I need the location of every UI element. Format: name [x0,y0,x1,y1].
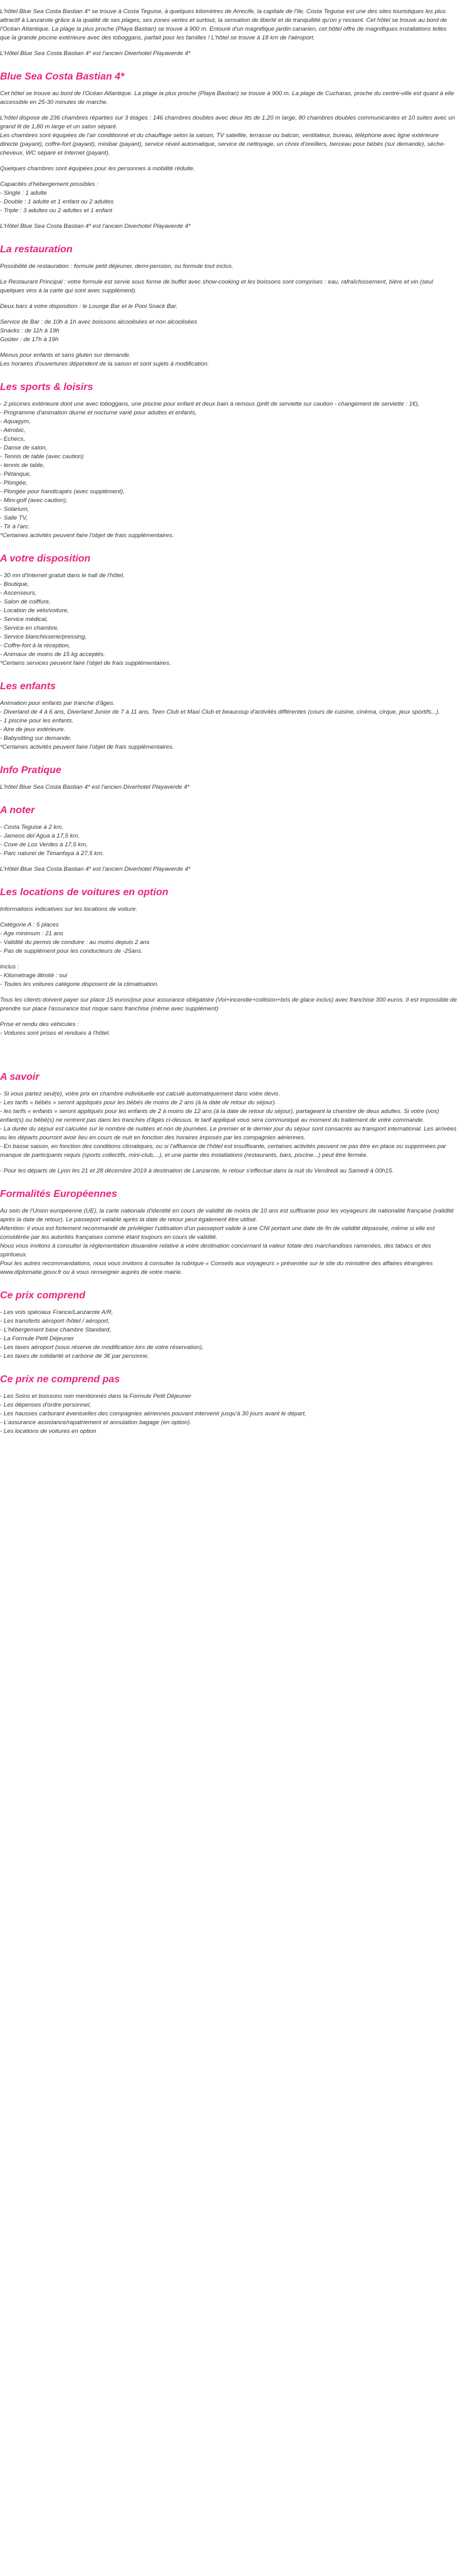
restauration-note-line: Les horaires d'ouvertures dépendent de la saison et sont sujets à modification. [0,361,209,367]
list-item: - L'assurance assistance/rapatriement et annulation bagage (en option). [0,1419,192,1426]
list-item: - Toutes les voitures catégorie disposent de la climatisation. [0,981,159,988]
enfants-list [0,699,457,752]
list-item: - 30 mn d'Internet gratuit dans le hall de l'hôtel, [0,572,125,579]
list-item: - Les transferts aéroport /hôtel / aéroport, [0,1318,110,1325]
info-note: L'hôtel Blue Sea Costa Bastian 4* est l'ancien Diverhotel Playaverde 4* [0,784,190,791]
list-item: - L'hébergement base chambre Standard, [0,1326,112,1333]
list-item: - 1 piscine pour les enfants. [0,717,74,724]
capacity-line: - Triple : 3 adultes ou 2 adultes et 1 enfant [0,207,113,214]
list-item: - 2 piscines extérieure dont une avec toboggans, une piscine pour enfant et deux bain à remous (prêt de serviette sur caution - changement de serviette : 1€), [0,401,420,408]
section-title-voitures: Les locations de voitures en option [0,887,169,898]
section-title-noter: A noter [0,805,35,816]
hotel-rooms [0,114,457,158]
list-item: - Ascenseurs, [0,590,37,597]
intro-paragraph: L'hôtel Blue Sea Costa Bastian 4* se trouve à Costa Teguise, à quelques kilomètres de Arrecife, la capitale de l'île. Costa Teguise est une des sites touristiques les plus attractif à Lanzarote grâce à la qualité de ses plages, ses zones vertes et surtout, la sensation de liberté et de tranquillité qu'on y ressent. Cet hôtel se trouve au bord de l'Océan Atlantique. La plage la plus proche (Playa Bastian) se trouve à 900 m. Entouré d'un magnifique jardin canarien, cet hôtel offre de magnifiques installations telles que la grande piscine extérieure avec des toboggans, parfait pour les familles ! L'hôtel se trouve à 18 km de l'aéroport. [0,8,447,41]
list-item: - Tennis de table (avec caution) [0,453,84,460]
bar-hours-line: Service de Bar : de 10h à 1h avec boissons alcoolisées et non alcoolisées [0,319,197,326]
list-item: - Pas de supplément pour les conducteurs de -25ans. [0,948,143,955]
list-item: - La durée du séjour est calculée sur le nombre de nuitées et non de journées. Le premier et le dernier jour du séjour sont consacrés au transport international. Les arrivées ou les départs pourront avoir lieu en cours de nuit en fonction des horaires imposés par les compagnies aériennes. [0,1126,457,1141]
hotel-rooms-line: Les chambres sont équipées de l'air conditionné et du chauffage selon la saison, TV satellite, terrasse ou balcon, ventilateur, bureau, téléphone avec ligne extérieure directe (payant), coffre-fort (payant), minibar (payant), service réveil automatique, service de nettoyage, un choix d'oreillers, berceau pour bébés (sur demande), sèche-cheveux, WC séparé et Internet (payant). [0,132,446,157]
hotel-capacity [0,180,457,215]
list-item: - Animaux de moins de 15 kg acceptés. [0,651,105,658]
list-item: - Aire de jeux extérieure. [0,726,66,733]
list-item: - Les taxes aéroport (sous réserve de modification lors de votre réservation), [0,1344,204,1351]
capacity-line: - Double : 1 adulte et 1 enfant ou 2 adultes [0,198,114,205]
restauration-notes [0,351,457,369]
list-item: - Service blanchisserie/pressing, [0,634,87,640]
list-item: - Les vols spéciaux France/Lanzarote A/R, [0,1309,113,1316]
section-title-sports: Les sports & loisirs [0,382,93,393]
list-item: - Solarium, [0,506,29,513]
voitures-pickup [0,1020,457,1038]
list-item: - les tarifs « enfants » seront appliqués pour les enfants de 2 à moins de 12 ans (à la date de retour du séjour), partageant la chambre de deux adultes. Si votre (vos) enfant(s) ou bébé(s) ne rentrent pas dans les tranches d'âges ci-dessus, le tarif appliqué vous sera communiqué au moment du traitement de votre commande. [0,1108,439,1124]
list-item: - Location de vélo/voiture, [0,607,69,614]
capacity-line: - Single : 1 adulte [0,190,47,197]
noter-list [0,823,457,858]
restauration-hours [0,318,457,344]
list-item: - Parc naturel de Timanfaya à 27,5 km. [0,850,104,857]
voitures-category [0,921,457,956]
list-item: - Aquagym, [0,418,31,425]
footnote: *Certaines activités peuvent faire l'objet de frais supplémentaires. [0,744,174,751]
footnote: *Certains services peuvent faire l'objet de frais supplémentaires. [0,660,171,667]
savoir-lyon-note: - Pour les départs de Lyon les 21 et 28 décembre 2019 à destination de Lanzarote, le retour s'effectue dans la nuit du Vendredi au Samedi à 00h15. [0,1167,394,1174]
bar-hours-line: Snacks : de 11h à 19h [0,327,60,334]
list-item: - Les tarifs « bébés » seront appliqués pour les bébés de moins de 2 ans (à la date de retour du séjour). [0,1099,277,1106]
list-item: - Mini-golf (avec caution), [0,497,68,504]
hotel-rooms-line: L'hôtel dispose de 236 chambres réparties sur 3 étages : 146 chambres doubles avec deux lits de 1,20 m large, 80 chambres doubles communicantes et 10 suites avec un grand lit de 1,80 m large et un salon séparé. [0,115,456,130]
list-item: - Les taxes de solidarité et carbone de 3€ par personne. [0,1353,149,1360]
list-item: - Voitures sont prises et rendues à l'hôtel. [0,1030,110,1037]
section-title-compris: Ce prix comprend [0,1290,86,1301]
noncompris-list [0,1392,457,1436]
list-item: - Salon de coiffure, [0,598,51,605]
list-item: - Babysitting sur demande. [0,735,72,742]
disposition-list [0,572,457,668]
noter-note: L'Hôtel Blue Sea Costa Bastian 4* est l'ancien Diverhotel Playaverde 4* [0,866,191,873]
section-title-restauration: La restauration [0,244,73,255]
list-item: - Les Soins et boissons non mentionnés dans la Formule Petit Déjeuner [0,1393,192,1400]
formalites-text [0,1207,457,1277]
list-item: - Plongée, [0,480,28,486]
list-item: - Echecs, [0,436,25,443]
restauration-bars: Deux bars à votre disposition : le Lounge Bar et le Pool Snack Bar. [0,303,178,310]
hotel-location: Cet hôtel se trouve au bord de l'Océan Atlantique. La plage la plus proche (Playa Bastian) se trouve à 900 m. La plage de Cucharas, proche du centre-ville est quant à elle accessible en 25-30 minutes de marche. [0,90,454,106]
intro-note: L'Hôtel Blue Sea Costa Bastian 4* est l'ancien Diverhotel Playaverde 4* [0,50,191,57]
list-item: - Programme d'animation diurne et nocturne varié pour adultes et enfants, [0,409,197,416]
voitures-inclus [0,963,457,989]
list-item: - Les hausses carburant éventuelles des compagnies aériennes pouvant intervenir jusqu'à 30 jours avant le départ, [0,1410,306,1417]
list-item: Prise et rendu des véhicules : [0,1021,79,1028]
list-item: - tennis de table, [0,462,44,469]
list-item: - Service en chambre, [0,625,59,632]
section-title-formalites: Formalités Européennes [0,1189,117,1199]
section-title-disposition: A votre disposition [0,553,91,564]
restauration-formulas: Possibilité de restauration : formule petit déjeuner, demi-pension, ou formule tout inclus. [0,263,234,270]
list-item: - Les locations de voitures en option [0,1428,97,1435]
list-item: Catégorie A : 5 places [0,921,59,928]
list-item: - Danse de salon, [0,444,48,451]
section-title-hotel: Blue Sea Costa Bastian 4* [0,71,125,82]
savoir-list [0,1090,457,1160]
list-item: - Plongée pour handicapés (avec supplément), [0,488,125,495]
list-item: - Cove de Los Verdes à 17,5 km, [0,841,88,848]
hotel-note: L'Hôtel Blue Sea Costa Bastian 4* est l'ancien Diverhotel Playaverde 4* [0,223,191,230]
footnote: *Certaines activités peuvent faire l'objet de frais supplémentaires. [0,532,174,539]
list-item: - Boutique, [0,581,29,588]
list-item: Nous vous invitons à consulter la réglementation douanière relative à votre destination concernant la valeur totale des marchandises ramenées, des tabacs et des spiritueux. [0,1243,431,1258]
section-title-noncompris: Ce prix ne comprend pas [0,1374,120,1385]
list-item: - Pétanque, [0,471,31,478]
list-item: - Aérobic, [0,427,26,434]
list-item: - Diverland de 4 à 6 ans, Diverland Junior de 7 à 11 ans, Teen Club et Maxi Club et beaucoup d'activités différentes (cours de cuisine, cinéma, cirque, jeux sportifs...). [0,709,441,716]
list-item: - Validité du permis de conduire : au moins depuis 2 ans [0,939,150,946]
list-item: Attention: il vous est fortement recommandé de privilégier l'utilisation d'un passeport valide à une CNI portant une date de fin de validité dépassée, même si elle est considérée par les autorités françaises comme étant toujours en cours de validité. [0,1225,435,1241]
list-item: - En basse saison, en fonction des conditions climatiques, ou si l'affluence de l'hôtel est insuffisante, certaines activités peuvent ne pas être en place ou supprimées par manque de participants requis (sports collectifs, mini-club,...), et une partie des installations (restaurants, bars, piscine...) peut être fermée. [0,1143,446,1159]
list-item: - Les dépenses d'ordre personnel, [0,1402,91,1409]
capacity-line: Capacités d'hébergement possibles : [0,181,99,188]
section-title-enfants: Les enfants [0,681,56,692]
section-title-savoir: A savoir [0,1072,39,1082]
list-item: - Tir à l'arc. [0,523,30,530]
section-title-info: Info Pratique [0,765,61,776]
list-item: - Costa Teguise à 2 km, [0,824,63,831]
list-item: - Jameos del Agua à 17,5 km, [0,833,80,839]
list-item: Pour les autres recommandations, nous vous invitons à consulter la rubrique « Conseils aux voyageurs » présentée sur le site du ministère des affaires étrangères www.diplomatie.gouv.fr ou à vous renseigner auprès de votre mairie. [0,1260,433,1276]
hotel-accessibility: Quelques chambres sont équipées pour les personnes à mobilité réduite. [0,165,195,172]
list-item: - Kilométrage illimité : oui [0,972,68,979]
voitures-insurance: Tous les clients doivent payer sur place 15 euros/jour pour assurance obligatoire (Vol+incendie+collision+bris de glace inclus) avec franchise 300 euros. Il est impossible de prendre sur place l'assurance tout risque sans franchise (même avec supplément) [0,997,457,1012]
sports-list [0,400,457,540]
list-item: Inclus : [0,963,19,970]
restauration-note-line: Menus pour enfants et sans gluten sur demande. [0,352,131,359]
list-item: - La Formule Petit Déjeuner [0,1335,74,1342]
list-item: - Si vous partez seul(e), votre prix en chambre individuelle est calculé automatiquement dans votre devis. [0,1090,280,1097]
restauration-main: Le Restaurant Principal : votre formule est servie sous forme de buffet avec show-cooking et les boissons sont comprises : eau, rafraîchissement, bière et vin (seul quelques vins à la carte qui sont avec supplément). [0,279,434,294]
list-item: - Age minimum : 21 ans [0,930,63,937]
voitures-intro: Informations indicatives sur les locations de voiture. [0,906,138,913]
list-item: Au sein de l'Union européenne (UE), la carte nationale d'identité en cours de validité de moins de 10 ans est suffisante pour les voyageurs de nationalité française (validité après la date de retour). Le passeport valable après la date de retour peut également être utilisé. [0,1208,454,1223]
compris-list [0,1308,457,1361]
bar-hours-line: Goûter : de 17h à 19h [0,336,59,343]
list-item: - Coffre-fort à la réception, [0,642,70,649]
list-item: - Service médical, [0,616,48,623]
list-item: Animation pour enfants par tranche d'âges. [0,700,115,707]
list-item: - Salle TV, [0,515,28,521]
